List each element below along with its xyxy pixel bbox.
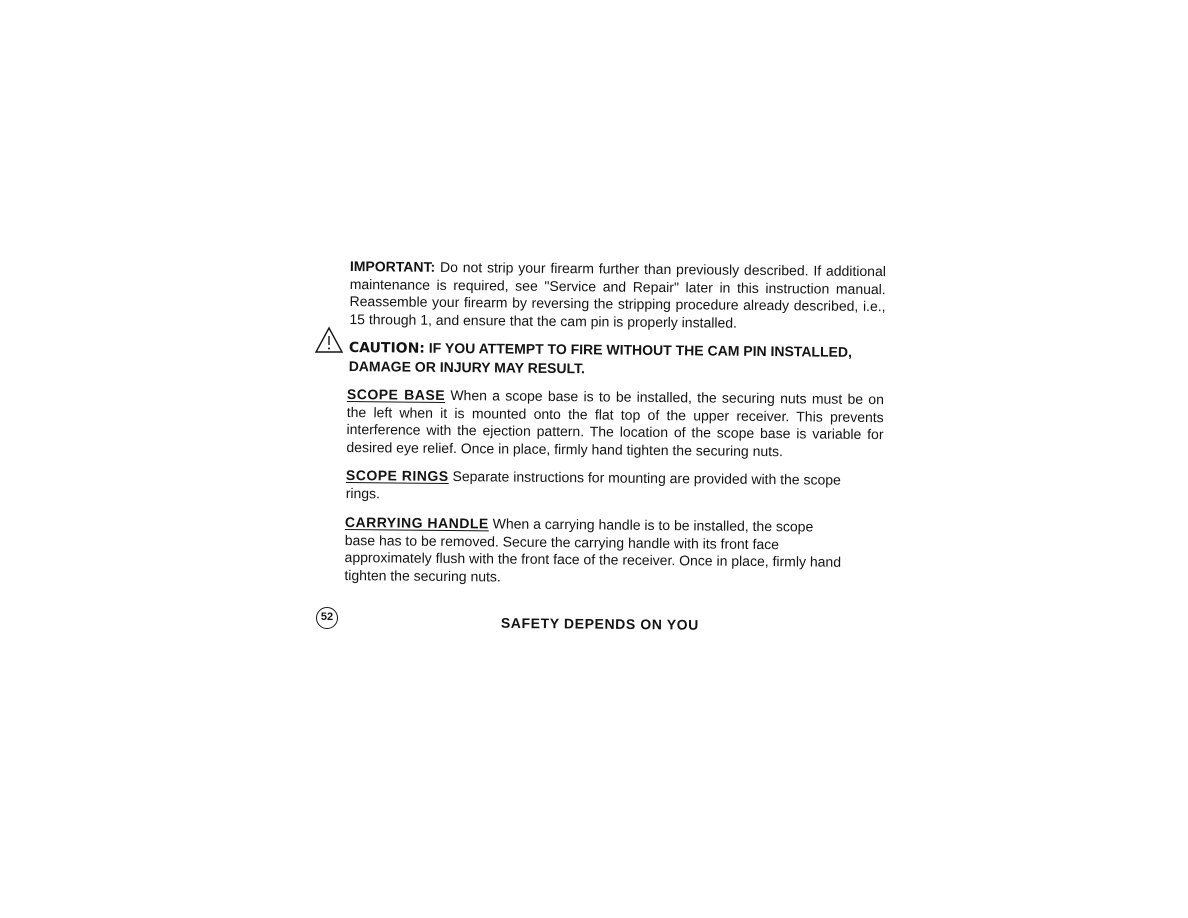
scope-base-paragraph bbox=[346, 386, 884, 461]
important-label: IMPORTANT: bbox=[349, 258, 436, 275]
warning-triangle-icon bbox=[314, 326, 344, 354]
scope-base-text: When a scope base is to be installed, the securing nuts must be on the left when it is mounted onto the flat top of the upper receiver. This prevents interference with the ejection pattern. The location of the scope base is variable for desired eye relief. Once in place, firmly hand tighten the securing nuts. bbox=[346, 386, 884, 459]
carrying-handle-text: When a carrying handle is to be installed, the scope base has to be removed. Secure the carrying handle with its front face approximately flush with the front face of the receiver. Once in place, firmly hand tighten the securing nuts. bbox=[344, 515, 842, 584]
caution-paragraph bbox=[349, 339, 885, 380]
caution-label: CAUTION: bbox=[348, 339, 426, 357]
scope-rings-heading: SCOPE RINGS bbox=[345, 467, 449, 484]
scope-rings-text: Separate instructions for mounting are provided with the scope rings. bbox=[345, 468, 841, 501]
important-text: Do not strip your firearm further than previously described. If additional maintenance is required, see "Service and Repair" later in this instruction manual. Reassemble your firearm by reversing the stripping procedure already described, i.e., 15 through 1, and ensure that the cam pin is properly installed. bbox=[349, 258, 886, 331]
scope-base-heading: SCOPE BASE bbox=[346, 386, 446, 403]
scope-rings-paragraph bbox=[346, 467, 877, 507]
page-number: 52 bbox=[316, 607, 338, 629]
caution-text: IF YOU ATTEMPT TO FIRE WITHOUT THE CAM PIN INSTALLED, DAMAGE OR INJURY MAY RESULT. bbox=[348, 339, 853, 376]
carrying-handle-paragraph bbox=[344, 514, 845, 589]
carrying-handle-heading: CARRYING HANDLE bbox=[344, 514, 489, 532]
footer-slogan: SAFETY DEPENDS ON YOU bbox=[500, 614, 699, 633]
important-paragraph bbox=[349, 258, 886, 333]
